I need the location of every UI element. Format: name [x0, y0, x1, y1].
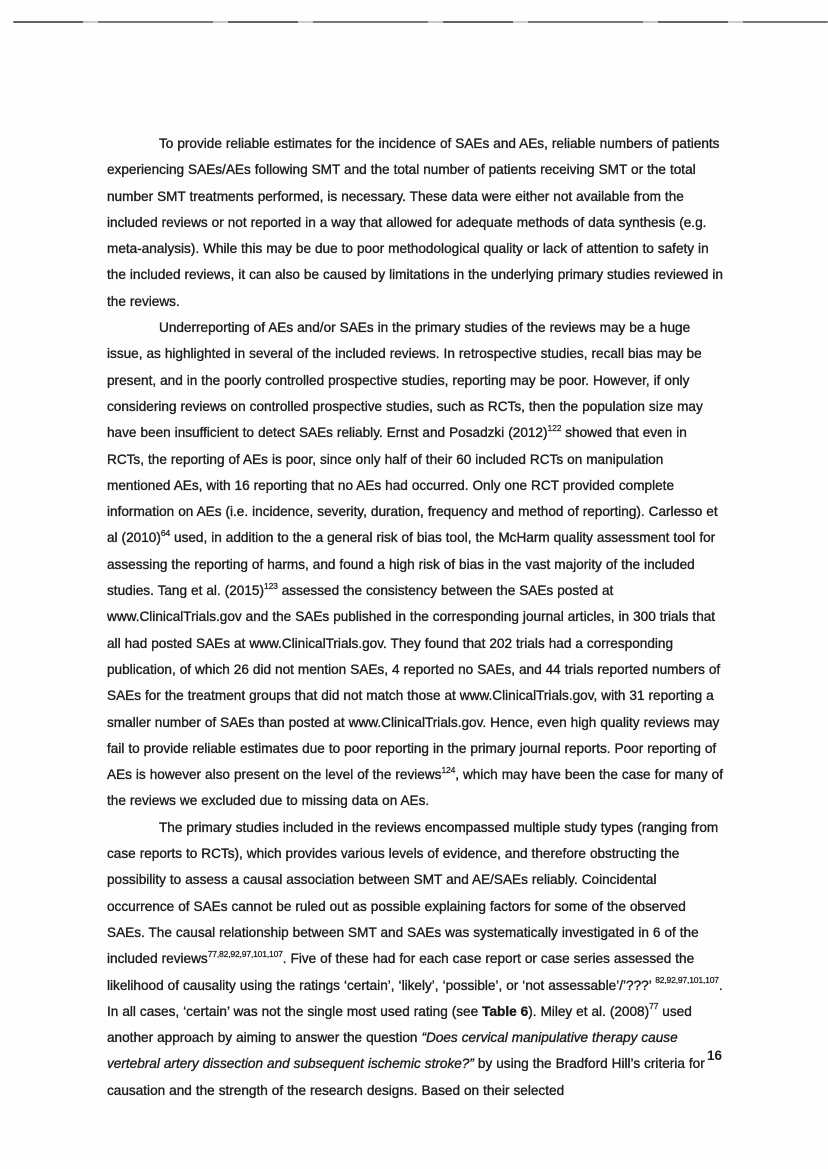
paragraph	[107, 815, 724, 1104]
text-segment: To provide reliable estimates for the incidence of SAEs and AEs, reliable numbers of patients experiencing SAEs/AEs following SMT and the total number of patients receiving SMT or the total number SMT treatments performed, is necessary. These data were either not available from the included reviews or not reported in a way that allowed for adequate methods of data synthesis (e.g. meta-analysis). While this may be due to poor methodological quality or lack of attention to safety in the included reviews, it can also be caused by limitations in the underlying primary studies reviewed in the reviews.	[107, 136, 723, 309]
reference-superscript: 64	[160, 527, 171, 538]
reference-superscript: 123	[263, 580, 278, 591]
paragraph	[107, 315, 724, 815]
text-segment: The primary studies included in the reviews encompassed multiple study types (ranging from case reports to RCTs), which provides various levels of evidence, and therefore obstructing the possibility to assess a causal association between SMT and AE/SAEs reliably. Coincidental occurrence of SAEs cannot be ruled out as possible explaining factors for some of the observed SAEs. The causal relationship between SMT and SAEs was systematically investigated in 6 of the included reviews	[107, 819, 719, 967]
text-segment: , which may have been the case for many of the reviews we excluded due to missing data on AEs.	[107, 767, 723, 809]
text-segment: showed that even in RCTs, the reporting of AEs is poor, since only half of their 60 included RCTs on manipulation mentioned AEs, with 16 reporting that no AEs had occurred. Only one RCT provided complete information on AEs (i.e. incidence, severity, duration, frequency and method of reporting). Carlesso et al (2010)	[107, 425, 718, 546]
text-segment: “Does cervical manipulative therapy cause vertebral artery dissection and subsequent ischemic stroke?”	[107, 1030, 678, 1072]
text-segment: used, in addition to the a general risk of bias tool, the McHarm quality assessment tool for assessing the reporting of harms, and found a high risk of bias in the vast majority of the included studies. Tang et al. (2015)	[107, 530, 716, 599]
text-segment: . In all cases, ‘certain’ was not the single most used rating (see	[107, 977, 723, 1019]
text-segment: by using the Bradford Hill’s criteria for causation and the strength of the research designs. Based on their selected	[107, 1056, 705, 1098]
reference-superscript: 77,82,92,97,101,107	[207, 948, 283, 959]
reference-superscript: 82,92,97,101,107	[655, 974, 719, 985]
scan-artifact-line	[13, 21, 828, 23]
text-segment: Table 6	[482, 1003, 529, 1019]
text-segment: ). Miley et al. (2008)	[528, 1003, 650, 1019]
reference-superscript: 122	[547, 422, 562, 433]
text-segment: Underreporting of AEs and/or SAEs in the primary studies of the reviews may be a huge issue, as highlighted in several of the included reviews. In retrospective studies, recall bias may be present, and in the poorly controlled prospective studies, reporting may be poor. However, if only considering reviews on controlled prospective studies, such as RCTs, then the population size may have been insufficient to detect SAEs reliably. Ernst and Posadzki (2012)	[107, 320, 703, 441]
text-segment: assessed the consistency between the SAEs posted at www.ClinicalTrials.gov and the SAEs published in the corresponding journal articles, in 300 trials that all had posted SAEs at www.ClinicalTrials.gov. They found that 202 trials had a corresponding publication, of which 26 did not mention SAEs, 4 reported no SAEs, and 44 trials reported numbers of SAEs for the treatment groups that did not match those at www.ClinicalTrials.gov, with 31 reporting a smaller number of SAEs than posted at www.ClinicalTrials.gov. Hence, even high quality reviews may fail to provide reliable estimates due to poor reporting in the primary journal reports. Poor reporting of AEs is however also present on the level of the reviews	[107, 583, 721, 783]
paragraph	[107, 131, 724, 315]
text-segment: used another approach by aiming to answer the question	[107, 1003, 692, 1046]
page-number: 16	[707, 1048, 723, 1063]
reference-superscript: 124	[441, 764, 456, 775]
reference-superscript: 77	[649, 1001, 659, 1012]
text-segment: . Five of these had for each case report or case series assessed the likelihood of causality using the ratings ‘certain’, ‘likely’, ‘possible’, or ‘not assessable’/’???’	[107, 951, 695, 993]
page-body-text	[107, 131, 724, 1104]
